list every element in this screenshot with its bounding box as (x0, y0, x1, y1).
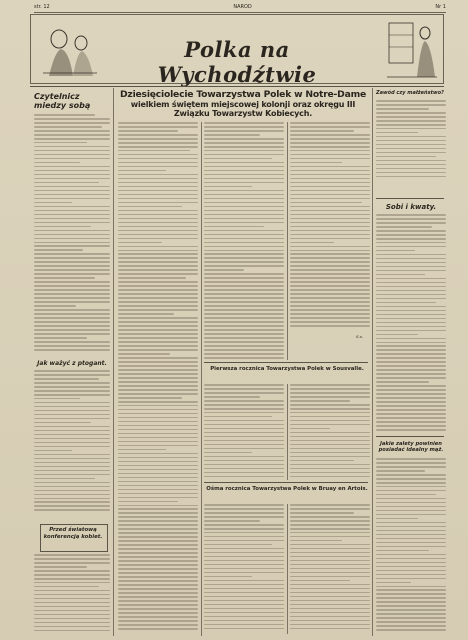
center-bottom-headline: Ośma rocznica Towarzystwa Polek w Bruay en Artois. (206, 486, 368, 492)
issue-number: Nr 1 (435, 4, 446, 10)
left-top-text (34, 114, 110, 358)
right-mid-rule (376, 198, 444, 199)
women-illustration-left (39, 21, 101, 79)
center-bottom-col1 (204, 504, 284, 634)
left-bottom-headline: Przed światową konferencją kobiet. (43, 527, 103, 540)
section-title: Polka na Wychodźtwie (157, 37, 317, 87)
column-rule-4 (287, 384, 288, 480)
center-mid-col2 (290, 384, 370, 480)
right-bottom-rule (376, 436, 444, 437)
left-mid-text (34, 370, 110, 520)
right-mid-headline: Sobi i kwaty. (385, 203, 437, 211)
banner-rule (30, 86, 444, 87)
center-bottom-col2 (290, 504, 370, 634)
woman-illustration-right (385, 17, 439, 81)
right-top-headline: Zawód czy małżeństwo? (376, 90, 444, 96)
left-bottom-text (34, 554, 110, 634)
column-rule-5 (287, 504, 288, 634)
main-article-col3 (290, 122, 370, 332)
column-rule-6 (372, 88, 373, 636)
main-article-col1 (118, 122, 198, 634)
column-rule-2 (201, 122, 202, 636)
center-mid-rule (204, 362, 368, 363)
main-headline-line3: Związku Towarzystw Kobiecych. (173, 109, 313, 118)
right-mid-text (376, 214, 446, 434)
section-banner (30, 14, 444, 87)
center-mid-col1 (204, 384, 284, 480)
page-number: str. 12 (34, 4, 50, 10)
right-top-text (376, 100, 446, 180)
right-bottom-text (376, 458, 446, 634)
right-bottom-headline: Jakie zalety powinien posiadać idealny mąż. (378, 441, 444, 454)
column-rule-1 (113, 88, 114, 636)
left-top-headline: Czytelnicz miedzy sobą (34, 92, 91, 110)
left-mid-headline: Jak ważyć z ptogant. (37, 360, 107, 367)
main-headline-line1: Dziesięciolecie Towarzystwa Polek w Notre-Dame (120, 89, 366, 100)
main-headline-line2: wielkiem świętem miejscowej kolonji oraz okręgu III (130, 100, 356, 109)
top-bar (34, 4, 446, 13)
main-article-col2 (204, 122, 284, 368)
column-rule-3 (287, 122, 288, 360)
paper-name: NAROD (233, 4, 252, 10)
center-mid-headline: Pierwsza rocznica Towarzystwa Polek w Sousvalle. (210, 366, 364, 372)
main-headline (117, 90, 369, 118)
center-bottom-rule (204, 482, 368, 483)
main-article-signature: S.s. (356, 334, 364, 339)
